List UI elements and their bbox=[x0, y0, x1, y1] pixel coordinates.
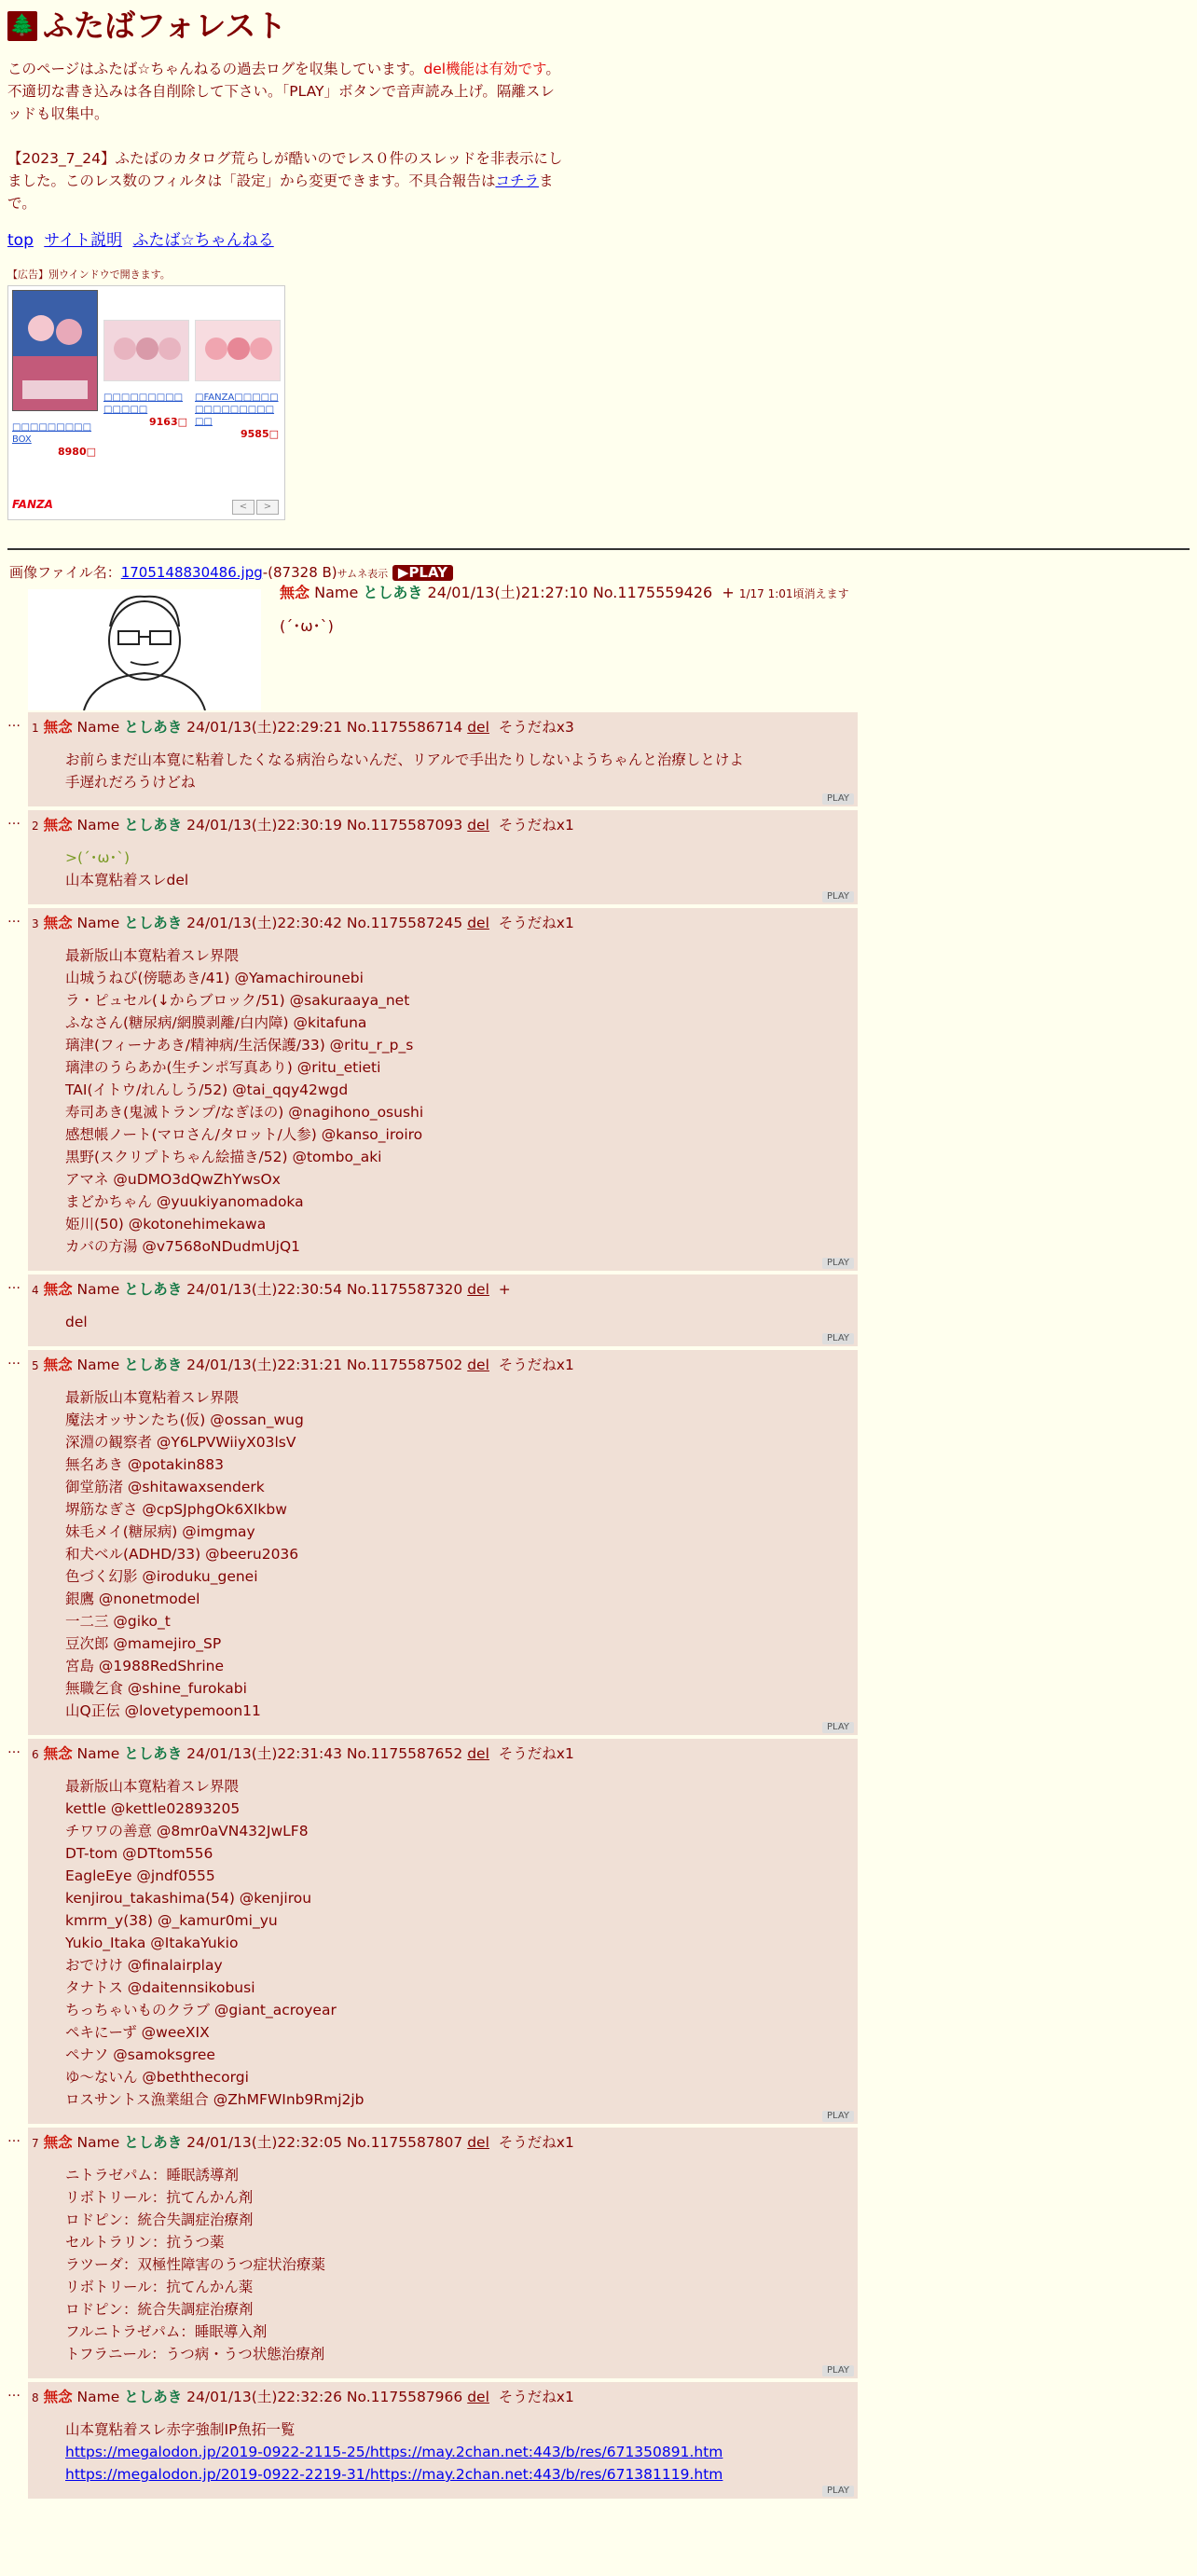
body-line: 寿司あき(鬼滅トランプ/なぎほの) @nagihono_osushi bbox=[65, 1104, 424, 1121]
post-number[interactable]: No.1175587320 bbox=[346, 1281, 463, 1298]
reply-index: 1 bbox=[32, 722, 39, 735]
poster-name: としあき bbox=[363, 584, 423, 601]
site-description-link[interactable]: サイト説明 bbox=[44, 231, 123, 250]
del-link[interactable]: del bbox=[467, 2389, 489, 2405]
soudane-button[interactable]: そうだねx1 bbox=[498, 1745, 574, 1762]
body-line: まどかちゃん @yuukiyanomadoka bbox=[65, 1193, 304, 1210]
reply-post bbox=[28, 1350, 858, 1735]
post-number[interactable]: No.1175587652 bbox=[346, 1745, 463, 1762]
body-line: 山城うねび(傍聴あき/41) @Yamachirounebi bbox=[65, 970, 364, 986]
archive-link[interactable]: https://megalodon.jp/2019-0922-2219-31/https://may.2chan.net:443/b/res/671381119.htm bbox=[65, 2466, 723, 2483]
ad-banner[interactable] bbox=[7, 285, 285, 520]
body-line: 御堂筋渚 @shitawaxsenderk bbox=[65, 1479, 265, 1495]
reply-post bbox=[28, 810, 858, 904]
reply-header bbox=[28, 2128, 858, 2155]
subject: 無念 bbox=[43, 2389, 73, 2405]
name-label: Name bbox=[76, 915, 120, 931]
del-link[interactable]: del bbox=[467, 1745, 489, 1762]
reply-header bbox=[28, 1739, 858, 1766]
body-line: kettle @kettle02893205 bbox=[65, 1800, 241, 1817]
reply-post bbox=[28, 1274, 858, 1346]
ad-price: 9163□ bbox=[148, 416, 187, 428]
reply-play-button[interactable]: PLAY bbox=[822, 891, 854, 902]
reply-play-button[interactable]: PLAY bbox=[822, 1333, 854, 1344]
post-datetime: 24/01/13(土)22:31:21 bbox=[186, 1357, 342, 1373]
soudane-button[interactable]: そうだねx1 bbox=[498, 2134, 574, 2151]
body-line: トフラニール：うつ病・うつ状態治療剤 bbox=[65, 2346, 325, 2362]
reply-row bbox=[7, 2382, 858, 2499]
ad-title[interactable]: □□□□□□□□□□□□□□ bbox=[103, 393, 184, 415]
name-label: Name bbox=[314, 584, 359, 601]
body-line: ペナソ @samoksgree bbox=[65, 2046, 215, 2063]
body-line: TAI(イトウ/れんしう/52) @tai_qqy42wgd bbox=[65, 1081, 349, 1098]
reply-menu-icon[interactable]: … bbox=[7, 2130, 21, 2145]
play-label: PLAY bbox=[408, 564, 448, 581]
post-number[interactable]: No.1175586714 bbox=[346, 719, 463, 736]
name-label: Name bbox=[76, 1745, 120, 1762]
body-line: del bbox=[65, 1314, 88, 1330]
soudane-button[interactable]: そうだねx1 bbox=[498, 1357, 574, 1373]
post-number[interactable]: No.1175587093 bbox=[346, 817, 463, 833]
body-line: Yukio_Itaka @ItakaYukio bbox=[65, 1935, 239, 1951]
expire-notice: 1/17 1:01頃消えます bbox=[738, 587, 849, 600]
reply-post bbox=[28, 2128, 858, 2378]
post-datetime: 24/01/13(土)22:32:05 bbox=[186, 2134, 342, 2151]
subject: 無念 bbox=[43, 719, 73, 736]
body-line: 感想帳ノート(マロさん/タロット/人参) @kanso_iroiro bbox=[65, 1126, 423, 1143]
reply-row bbox=[7, 810, 858, 904]
reply-play-button[interactable]: PLAY bbox=[822, 2486, 854, 2497]
soudane-button[interactable]: + bbox=[722, 584, 735, 601]
reply-index: 5 bbox=[32, 1359, 39, 1372]
body-line: 手遅れだろうけどね bbox=[65, 774, 196, 791]
thumb-toggle[interactable]: サムネ表示 bbox=[337, 568, 389, 580]
soudane-button[interactable]: そうだねx1 bbox=[498, 915, 574, 931]
report-link[interactable]: コチラ bbox=[495, 172, 539, 189]
post-datetime: 24/01/13(土)22:30:42 bbox=[186, 915, 342, 931]
reply-index: 4 bbox=[32, 1284, 39, 1297]
reply-body bbox=[28, 739, 858, 806]
body-line: 山本寛粘着スレdel bbox=[65, 872, 189, 889]
body-line: ちっちゃいものクラブ @giant_acroyear bbox=[65, 2002, 337, 2018]
op-body: (´･ω･`) bbox=[280, 617, 334, 635]
del-link[interactable]: del bbox=[467, 915, 489, 931]
subject: 無念 bbox=[43, 1357, 73, 1373]
reply-body bbox=[28, 2155, 858, 2378]
post-datetime: 24/01/13(土)22:32:26 bbox=[186, 2389, 342, 2405]
soudane-button[interactable]: そうだねx1 bbox=[498, 817, 574, 833]
body-line: お前らまだ山本寛に粘着したくなる病治らないんだ、リアルで手出たりしないようちゃんと治療しとけよ bbox=[65, 751, 744, 768]
nav-links bbox=[7, 229, 1190, 252]
intro-text: このページはふたば☆ちゃんねるの過去ログを収集しています。 bbox=[7, 61, 424, 77]
top-link[interactable]: top bbox=[7, 231, 34, 250]
reply-header bbox=[28, 810, 858, 837]
reply-header bbox=[28, 1350, 858, 1377]
body-line: 魔法オッサンたち(仮) @ossan_wug bbox=[65, 1412, 304, 1428]
reply-index: 8 bbox=[32, 2391, 39, 2404]
reply-play-button[interactable]: PLAY bbox=[822, 1258, 854, 1269]
body-line: EagleEye @jndf0555 bbox=[65, 1867, 215, 1884]
reply-row bbox=[7, 908, 858, 1271]
name-label: Name bbox=[76, 2389, 120, 2405]
op-file-link[interactable]: 1705148830486.jpg bbox=[120, 564, 263, 581]
poster-name: としあき bbox=[124, 2389, 183, 2405]
subject: 無念 bbox=[43, 1281, 73, 1298]
ad-next-button[interactable]: > bbox=[256, 500, 279, 515]
body-line: 山Q正伝 @lovetypemoon11 bbox=[65, 1702, 261, 1719]
del-link[interactable]: del bbox=[467, 1281, 489, 1298]
poster-name: としあき bbox=[124, 817, 183, 833]
body-line: 宮島 @1988RedShrine bbox=[65, 1658, 225, 1674]
reply-post bbox=[28, 2382, 858, 2499]
body-line: 最新版山本寛粘着スレ界隈 bbox=[65, 947, 240, 964]
reply-header bbox=[28, 908, 858, 935]
body-line: 銀鷹 @nonetmodel bbox=[65, 1591, 200, 1607]
del-link[interactable]: del bbox=[467, 817, 489, 833]
soudane-button[interactable]: そうだねx1 bbox=[498, 2389, 574, 2405]
reply-menu-icon[interactable]: … bbox=[7, 1742, 21, 1756]
ad-item[interactable] bbox=[103, 290, 187, 429]
ad-price: 9585□ bbox=[240, 428, 279, 440]
body-line: ロドピン：統合失調症治療剤 bbox=[65, 2211, 254, 2228]
op-post bbox=[0, 550, 1197, 720]
reply-menu-icon[interactable]: … bbox=[7, 1353, 21, 1368]
body-line: セルトラリン：抗うつ薬 bbox=[65, 2234, 225, 2251]
tree-icon: 🌲 bbox=[7, 11, 37, 41]
name-label: Name bbox=[76, 817, 120, 833]
body-line: 最新版山本寛粘着スレ界隈 bbox=[65, 1389, 240, 1406]
intro-text: 。不適切な書き込みは各自削除して下さい。「PLAY」ボタンで音声読み上げ。隔離スレッドも収集中。 bbox=[7, 61, 560, 122]
site-title-text: ふたばフォレスト bbox=[43, 7, 287, 44]
ad-image[interactable] bbox=[12, 290, 98, 411]
post-datetime: 24/01/13(土)21:27:10 bbox=[427, 584, 588, 601]
body-line: おでけけ @finalairplay bbox=[65, 1957, 223, 1974]
body-line: 無名あき @potakin883 bbox=[65, 1456, 225, 1473]
post-number[interactable]: No.1175587966 bbox=[346, 2389, 463, 2405]
body-line: 璃津のうらあか(生チンポ写真あり) @ritu_etieti bbox=[65, 1059, 381, 1076]
op-header bbox=[280, 582, 849, 605]
body-line: ロスサントス漁業組合 @ZhMFWInb9Rmj2jb bbox=[65, 2091, 365, 2108]
name-label: Name bbox=[76, 719, 120, 736]
body-line: タナトス @daitennsikobusi bbox=[65, 1979, 255, 1996]
body-line: 無職乞食 @shine_furokabi bbox=[65, 1680, 247, 1697]
ad-title[interactable]: □FANZA□□□□□□□□□□□□□□□□ bbox=[195, 393, 279, 427]
reply-row bbox=[7, 1739, 858, 2124]
reply-row bbox=[7, 2128, 858, 2378]
file-label: 画像ファイル名： bbox=[9, 564, 121, 581]
body-line: リボトリール：抗てんかん剤 bbox=[65, 2189, 254, 2206]
ad-price: 8980□ bbox=[57, 446, 96, 458]
body-line: 最新版山本寛粘着スレ界隈 bbox=[65, 1778, 240, 1795]
site-title[interactable] bbox=[7, 6, 1190, 47]
subject: 無念 bbox=[280, 584, 310, 601]
body-line: 深淵の観察者 @Y6LPVWiiyX03lsV bbox=[65, 1434, 296, 1451]
reply-index: 7 bbox=[32, 2137, 39, 2150]
subject: 無念 bbox=[43, 1745, 73, 1762]
op-thumbnail[interactable] bbox=[28, 589, 261, 710]
reply-post bbox=[28, 1739, 858, 2124]
body-line: ふなさん(糖尿病/網膜剥離/白内障) @kitafuna bbox=[65, 1014, 367, 1031]
intro-text: 【2023_7_24】ふたばのカタログ荒らしが酷いのでレス０件のスレッドを非表示にしました。このレス数のフィルタは「設定」から変更できます。不具合報告は bbox=[7, 150, 563, 189]
post-datetime: 24/01/13(土)22:29:21 bbox=[186, 719, 342, 736]
body-line: DT-tom @DTtom556 bbox=[65, 1845, 213, 1862]
quote-line: >(´･ω･`) bbox=[65, 849, 131, 866]
body-line: ニトラゼパム：睡眠誘導剤 bbox=[65, 2167, 240, 2183]
poster-name: としあき bbox=[124, 1745, 183, 1762]
body-line: ゆ〜ないん @beththecorgi bbox=[65, 2069, 249, 2086]
intro-paragraph-1 bbox=[7, 58, 567, 125]
reply-play-button[interactable]: PLAY bbox=[822, 2365, 854, 2376]
body-line: ラツーダ：双極性障害のうつ症状治療薬 bbox=[65, 2256, 326, 2273]
del-link[interactable]: del bbox=[467, 1357, 489, 1373]
ad-item[interactable] bbox=[12, 290, 96, 459]
body-line: 妹毛メイ(糖尿病) @imgmay bbox=[65, 1523, 255, 1540]
body-line: リボトリール：抗てんかん薬 bbox=[65, 2279, 254, 2295]
post-number[interactable]: No.1175587807 bbox=[346, 2134, 463, 2151]
body-line: 黒野(スクリプトちゃん絵描き/52) @tombo_aki bbox=[65, 1149, 382, 1165]
ad-note: 【広告】別ウインドウで開きます。 bbox=[7, 269, 171, 281]
ad-image[interactable] bbox=[103, 320, 189, 381]
body-line: 豆次郎 @mamejiro_SP bbox=[65, 1635, 222, 1652]
poster-name: としあき bbox=[124, 915, 183, 931]
ad-prev-button[interactable]: < bbox=[232, 500, 255, 515]
reply-play-button[interactable]: PLAY bbox=[822, 1722, 854, 1733]
body-line: 璃津(フィーナあき/精神病/生活保護/33) @ritu_r_p_s bbox=[65, 1037, 414, 1054]
archive-link[interactable]: https://megalodon.jp/2019-0922-2115-25/https://may.2chan.net:443/b/res/671350891.htm bbox=[65, 2444, 723, 2460]
body-line: 一二三 @giko_t bbox=[65, 1613, 171, 1630]
reply-menu-icon[interactable]: … bbox=[7, 1277, 21, 1292]
site-header bbox=[0, 0, 1197, 520]
op-play-button[interactable]: ▶PLAY bbox=[392, 565, 453, 581]
fanza-logo: FANZA bbox=[12, 498, 53, 511]
reply-play-button[interactable]: PLAY bbox=[822, 793, 854, 805]
poster-name: としあき bbox=[124, 719, 183, 736]
post-number[interactable]: No.1175587502 bbox=[346, 1357, 463, 1373]
soudane-button[interactable]: そうだねx3 bbox=[498, 719, 574, 736]
body-line: カバの方湯 @v7568oNDudmUjQ1 bbox=[65, 1238, 301, 1255]
reply-header bbox=[28, 2382, 858, 2409]
body-line: ラ・ピュセル(↓からブロック/51) @sakuraaya_net bbox=[65, 992, 410, 1009]
intro-text: まで。 bbox=[7, 172, 554, 212]
del-link[interactable]: del bbox=[467, 719, 489, 736]
body-line: kenjirou_takashima(54) @kenjirou bbox=[65, 1890, 312, 1907]
file-size: -(87328 B) bbox=[262, 564, 337, 581]
poster-name: としあき bbox=[124, 2134, 183, 2151]
body-line: 色づく幻影 @iroduku_genei bbox=[65, 1568, 258, 1585]
post-datetime: 24/01/13(土)22:30:19 bbox=[186, 817, 342, 833]
name-label: Name bbox=[76, 2134, 120, 2151]
reply-header bbox=[28, 712, 858, 739]
del-notice: del機能は有効です bbox=[423, 61, 546, 77]
reply-body bbox=[28, 935, 858, 1271]
reply-body bbox=[28, 1766, 858, 2124]
ad-item[interactable] bbox=[195, 290, 279, 441]
reply-row bbox=[7, 1350, 858, 1735]
reply-post bbox=[28, 908, 858, 1271]
reply-body bbox=[28, 2409, 858, 2499]
body-line: 和犬ベル(ADHD/33) @beeru2036 bbox=[65, 1546, 299, 1563]
reply-index: 2 bbox=[32, 820, 39, 833]
body-line: チワワの善意 @8mr0aVN432JwLF8 bbox=[65, 1823, 309, 1839]
subject: 無念 bbox=[43, 817, 73, 833]
reply-list bbox=[7, 712, 858, 2502]
reply-menu-icon[interactable]: … bbox=[7, 2385, 21, 2400]
del-link[interactable]: del bbox=[467, 2134, 489, 2151]
body-line: kmrm_y(38) @_kamur0mi_yu bbox=[65, 1912, 278, 1929]
intro-paragraph-2 bbox=[7, 147, 567, 214]
subject: 無念 bbox=[43, 2134, 73, 2151]
reply-header bbox=[28, 1274, 858, 1302]
body-line: ペキにーず @weeXIX bbox=[65, 2024, 210, 2041]
reply-index: 6 bbox=[32, 1748, 39, 1761]
body-line: 姫川(50) @kotonehimekawa bbox=[65, 1216, 267, 1233]
reply-row bbox=[7, 1274, 858, 1346]
reply-post bbox=[28, 712, 858, 806]
post-datetime: 24/01/13(土)22:31:43 bbox=[186, 1745, 342, 1762]
body-line: アマネ @uDMO3dQwZhYwsOx bbox=[65, 1171, 281, 1188]
body-line: ロドピン：統合失調症治療剤 bbox=[65, 2301, 254, 2318]
poster-name: としあき bbox=[124, 1357, 183, 1373]
post-number[interactable]: No.1175587245 bbox=[346, 915, 463, 931]
reply-menu-icon[interactable]: … bbox=[7, 911, 21, 926]
subject: 無念 bbox=[43, 915, 73, 931]
reply-menu-icon[interactable]: … bbox=[7, 813, 21, 828]
body-line: 堺筋なぎさ @cpSJphgOk6XIkbw bbox=[65, 1501, 287, 1518]
reply-body bbox=[28, 1302, 858, 1346]
ad-title[interactable]: □□□□□□□□□BOX bbox=[12, 422, 92, 445]
futaba-link[interactable]: ふたば☆ちゃんねる bbox=[132, 231, 274, 250]
body-line: 山本寛粘着スレ赤字強制IP魚拓一覧 bbox=[65, 2421, 296, 2438]
reply-index: 3 bbox=[32, 917, 39, 930]
ad-image[interactable] bbox=[195, 320, 281, 381]
reply-menu-icon[interactable]: … bbox=[7, 715, 21, 730]
name-label: Name bbox=[76, 1357, 120, 1373]
poster-name: としあき bbox=[124, 1281, 183, 1298]
body-line: フルニトラゼパム：睡眠導入剤 bbox=[65, 2323, 268, 2340]
soudane-button[interactable]: + bbox=[498, 1281, 511, 1298]
reply-play-button[interactable]: PLAY bbox=[822, 2111, 854, 2122]
post-datetime: 24/01/13(土)22:30:54 bbox=[186, 1281, 342, 1298]
reply-body bbox=[28, 837, 858, 904]
post-number[interactable]: No.1175559426 bbox=[592, 584, 713, 601]
reply-row bbox=[7, 712, 858, 806]
name-label: Name bbox=[76, 1281, 120, 1298]
reply-body bbox=[28, 1377, 858, 1735]
